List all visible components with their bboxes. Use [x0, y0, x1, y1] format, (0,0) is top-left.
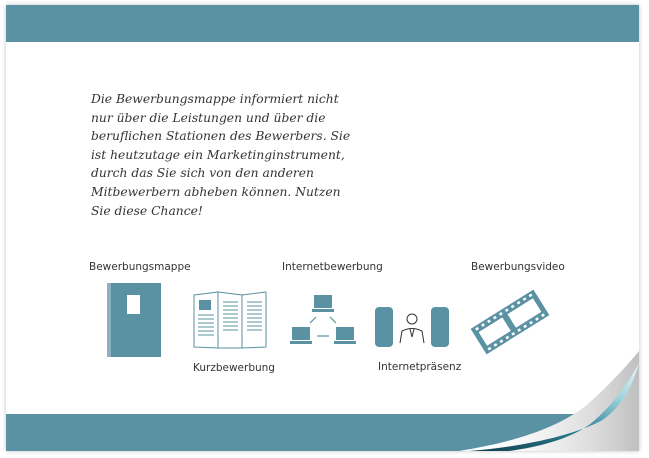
label-internetbewerbung: Internetbewerbung — [282, 261, 383, 273]
page-sheet — [6, 5, 639, 451]
header-band — [6, 5, 639, 42]
folder-icon — [106, 282, 162, 360]
intro-paragraph: Die Bewerbungsmappe informiert nicht nur über die Leistungen und über die beruflichen Stationen des Bewerbers. Sie ist heutzutage ein Marketinginstrument, durch das Sie sich von den anderen Mitbewerbern abheben können. Nutzen Sie diese Chance! — [91, 92, 351, 218]
film-strip-icon — [470, 285, 550, 359]
open-brochure-icon — [192, 289, 268, 351]
label-internetpraesenz: Internetpräsenz — [378, 361, 462, 373]
network-computers-icon — [290, 295, 356, 351]
page-curl-icon — [439, 351, 639, 451]
label-bewerbungsmappe: Bewerbungsmappe — [89, 261, 191, 273]
profile-person-icon — [375, 305, 449, 349]
label-kurzbewerbung: Kurzbewerbung — [193, 362, 275, 374]
label-bewerbungsvideo: Bewerbungsvideo — [471, 261, 565, 273]
